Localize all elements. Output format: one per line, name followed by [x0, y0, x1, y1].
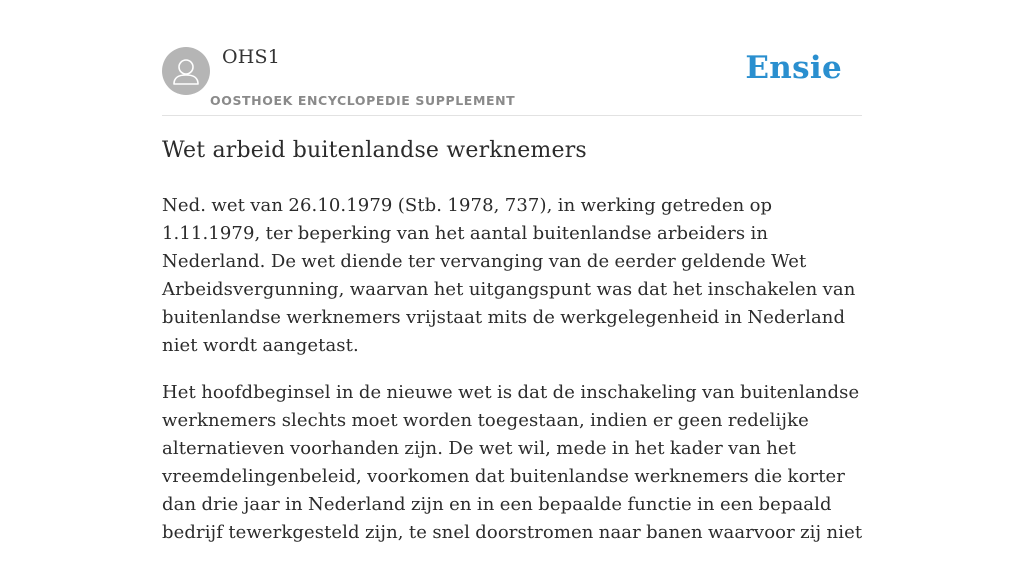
header — [162, 46, 862, 116]
author-name[interactable]: OHS1 — [222, 46, 281, 68]
user-icon — [162, 47, 210, 95]
avatar[interactable] — [162, 47, 210, 95]
article-title: Wet arbeid buitenlandse werknemers — [162, 138, 587, 163]
paragraph: Ned. wet van 26.10.1979 (Stb. 1978, 737), in werking getreden op 1.11.1979, ter beperking van het aantal buitenlandse arbeiders in Nederland. De wet diende ter vervanging van de eerder geldende Wet Arbeidsvergunning, waarvan het uitgangspunt was dat het inschakelen van buitenlandse werknemers vrijstaat mits de werkgelegenheid in Nederland niet wordt aangetast. — [162, 195, 856, 356]
paragraph: Het hoofdbeginsel in de nieuwe wet is dat de inschakeling van buitenlandse werknemers slechts moet worden toegestaan, indien er geen redelijke alternatieven voorhanden zijn. De wet wil, mede in het kader van het vreemdelingenbeleid, voorkomen dat buitenlandse werknemers die korter dan drie jaar in Nederland zijn en in een bepaalde functie in een bepaald bedrijf tewerkgesteld zijn, te snel doorstromen naar banen waarvoor zij niet — [162, 382, 863, 543]
source-name[interactable]: OOSTHOEK ENCYCLOPEDIE SUPPLEMENT — [210, 93, 516, 108]
article-body — [162, 192, 868, 566]
brand-logo[interactable]: Ensie — [745, 50, 842, 86]
